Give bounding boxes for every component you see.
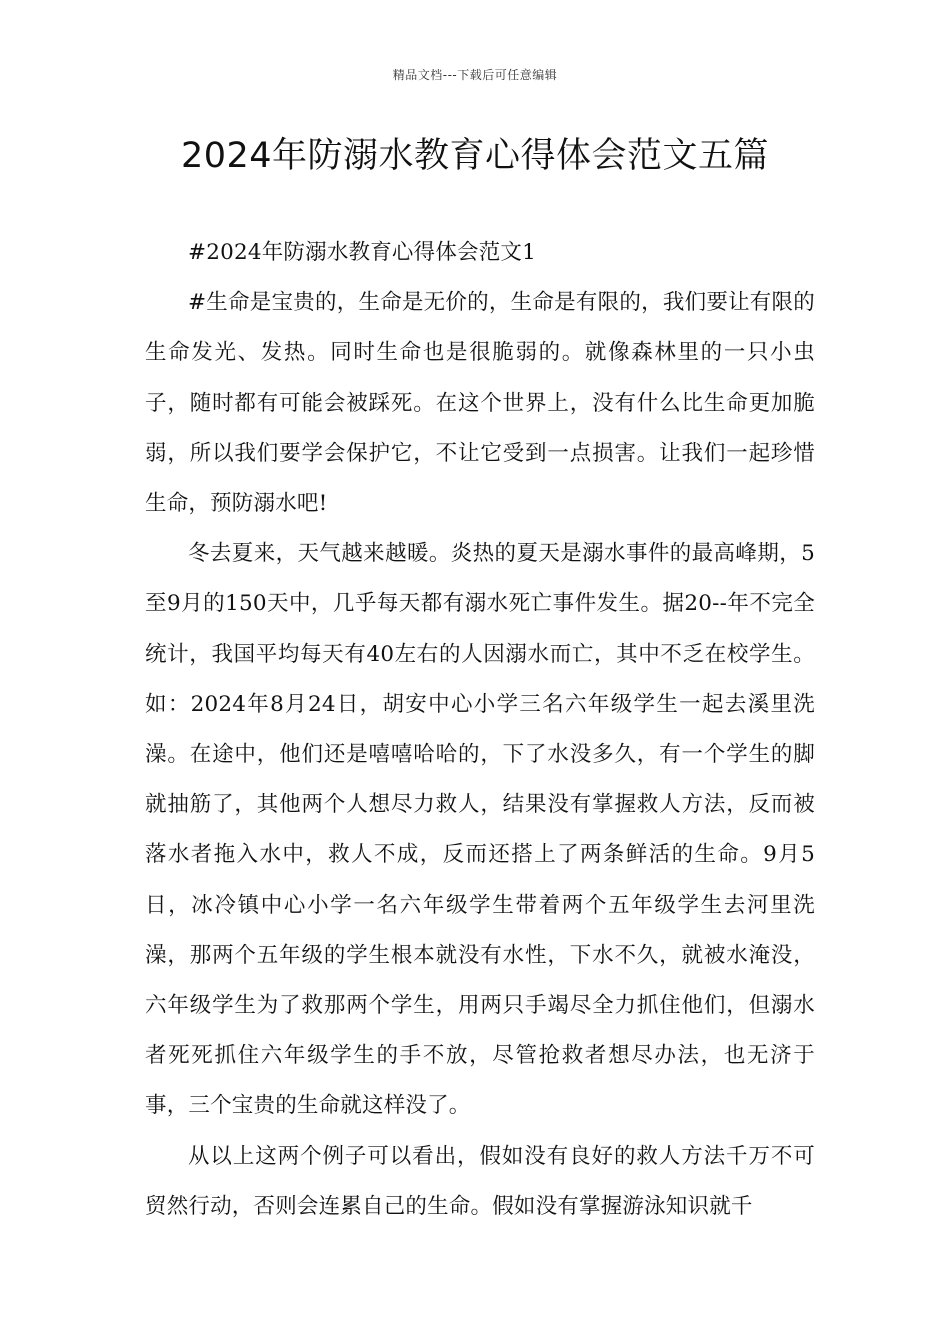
body-paragraph: 冬去夏来，天气越来越暖。炎热的夏天是溺水事件的最高峰期，5至9月的150天中，几乎每天都有溺水死亡事件发生。据20--年不完全统计，我国平均每天有40左右的人因溺水而亡，其中不乏在校学生。如：2024年8月24日，胡安中心小学三名六年级学生一起去溪里洗澡。在途中，他们还是嘻嘻哈哈的，下了水没多久，有一个学生的脚就抽筋了，其他两个人想尽力救人，结果没有掌握救人方法，反而被落水者拖入水中，救人不成，反而还搭上了两条鲜活的生命。9月5日，冰冷镇中心小学一名六年级学生带着两个五年级学生去河里洗澡，那两个五年级的学生根本就没有水性，下水不久，就被水淹没，六年级学生为了救那两个学生，用两只手竭尽全力抓住他们，但溺水者死死抓住六年级学生的手不放，尽管抢救者想尽办法，也无济于事，三个宝贵的生命就这样没了。 <box>145 541 815 1119</box>
section-heading: #2024年防溺水教育心得体会范文1 <box>188 240 537 265</box>
body-paragraph: #生命是宝贵的，生命是无价的，生命是有限的，我们要让有限的生命发光、发热。同时生命也是很脆弱的。就像森林里的一只小虫子，随时都有可能会被踩死。在这个世界上，没有什么比生命更加脆弱，所以我们要学会保护它，不让它受到一点损害。让我们一起珍惜生命，预防溺水吧! <box>145 290 815 517</box>
document-body <box>145 228 815 1232</box>
header-note: 精品文档---下载后可任意编辑 <box>392 68 558 82</box>
body-paragraph: 从以上这两个例子可以看出，假如没有良好的救人方法千万不可贸然行动，否则会连累自己的生命。假如没有掌握游泳知识就千 <box>145 1143 815 1219</box>
document-title: 2024年防溺水教育心得体会范文五篇 <box>180 136 770 176</box>
